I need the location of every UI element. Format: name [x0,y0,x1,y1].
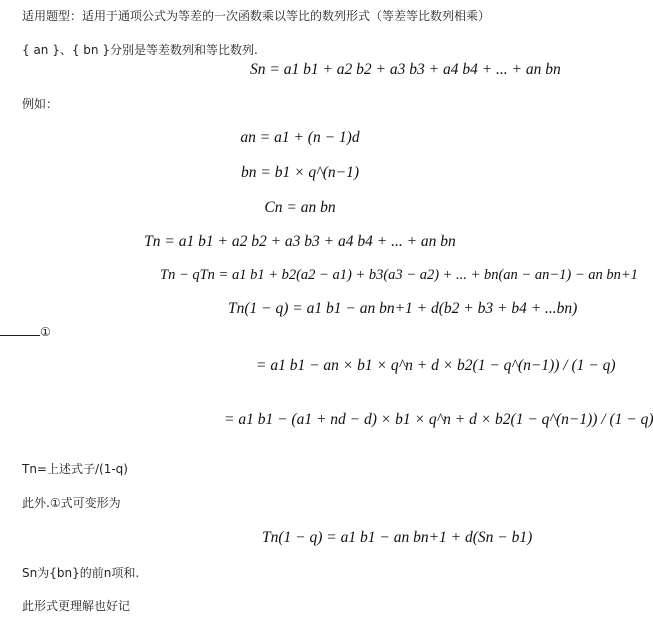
topic-heading: 适用题型：适用于通项公式为等差的一次函数乘以等比的数列形式（等差等比数列相乘） [22,9,491,23]
step-two-formula: = a1 b1 − (a1 + nd − d) × b1 × q^n + d × b2(1 − q^(n−1)) / (1 − q) [224,411,653,428]
cn-definition: Cn = an bn [264,199,336,216]
circled-marker: ① [40,325,51,339]
step-one-formula: = a1 b1 − an × b1 × q^n + d × b2(1 − q^(n−1)) / (1 − q) [256,357,616,374]
intro-text: { an }、{ bn }分别是等差数列和等比数列. [22,43,258,57]
besides-text: 此外.①式可变形为 [22,496,121,510]
sn-sum-formula: Sn = a1 b1 + a2 b2 + a3 b3 + a4 b4 + ... + an bn [250,61,561,78]
sn-note-text: Sn为{bn}的前n项和. [22,566,140,580]
tn-sum-formula: Tn = a1 b1 + a2 b2 + a3 b3 + a4 b4 + ... + an bn [144,233,456,250]
alternate-formula: Tn(1 − q) = a1 b1 − an bn+1 + d(Sn − b1) [262,529,533,546]
an-definition: an = a1 + (n − 1)d [240,129,360,146]
bn-definition: bn = b1 × q^(n−1) [241,164,359,181]
tn-minus-qtn-formula: Tn − qTn = a1 b1 + b2(a2 − a1) + b3(a3 − a2) + ... + bn(an − an−1) − an bn+1 [160,267,638,283]
tn-result-text: Tn=上述式子/(1-q) [22,462,128,476]
example-label: 例如： [22,97,59,111]
closing-text: 此形式更理解也好记 [22,599,131,613]
answer-underline [0,335,40,336]
tn-factored-formula: Tn(1 − q) = a1 b1 − an bn+1 + d(b2 + b3 + b4 + ...bn) [228,300,578,317]
